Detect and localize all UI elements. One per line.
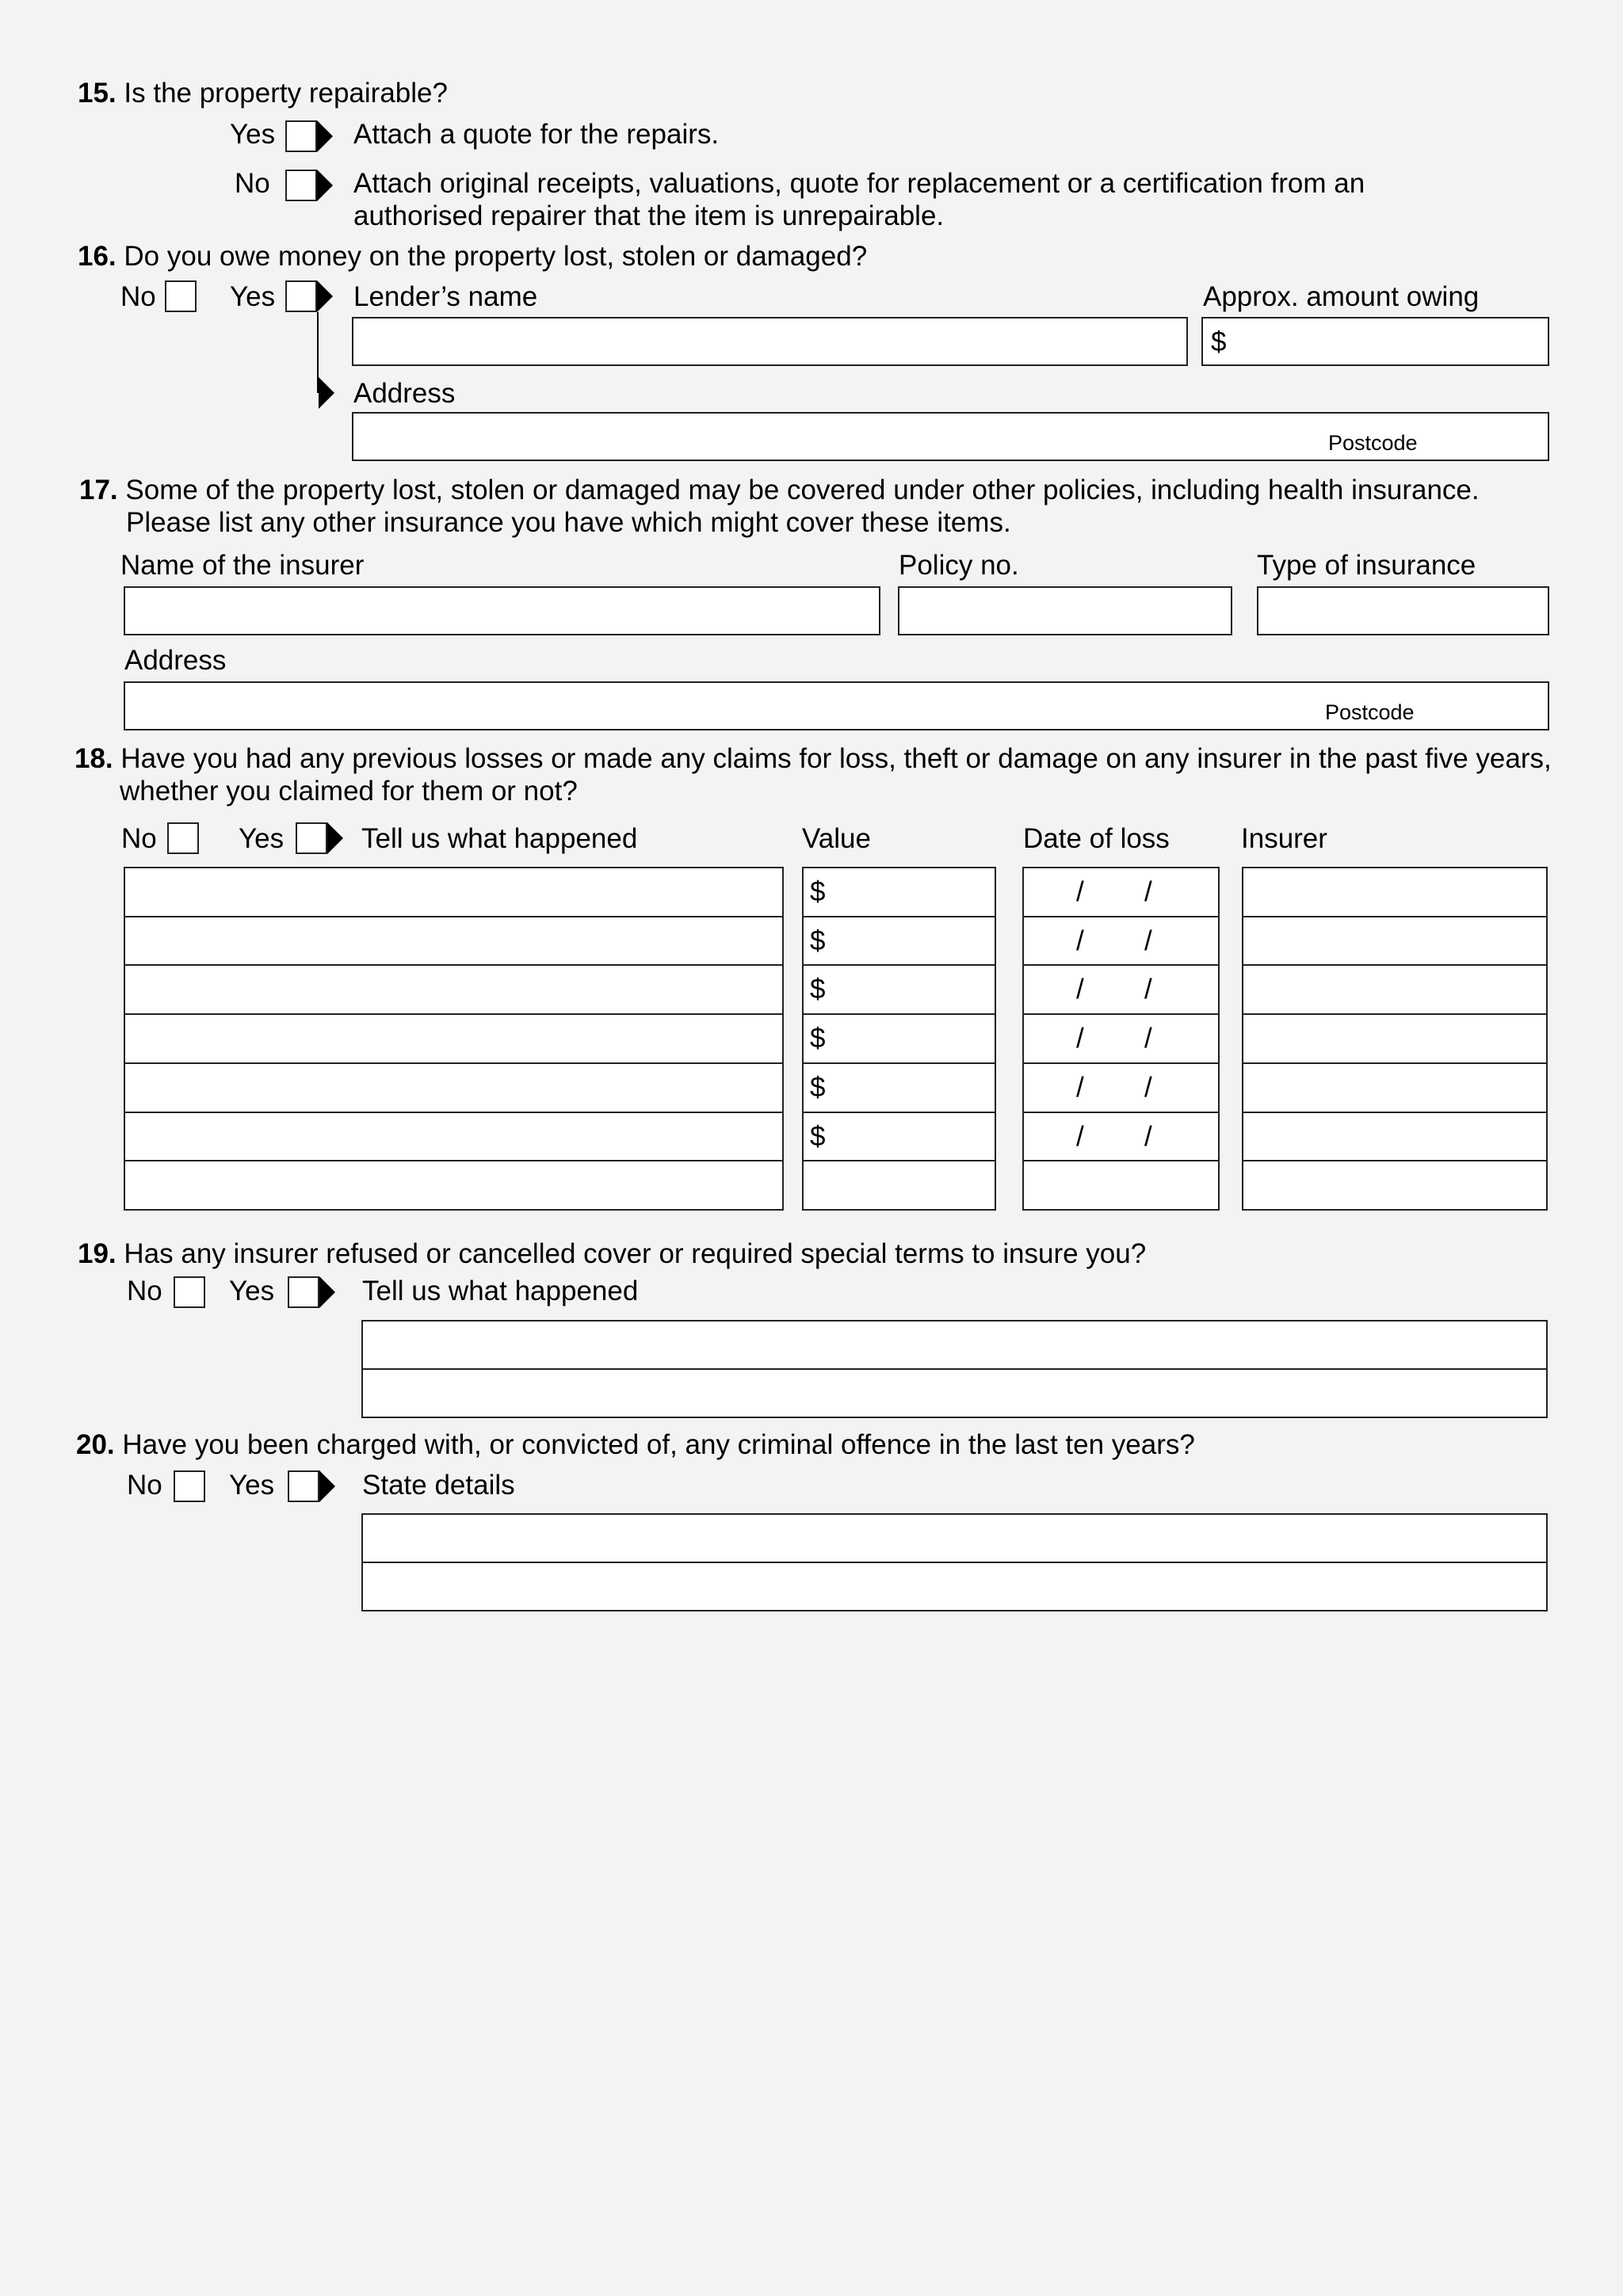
q20-no-checkbox[interactable] [174,1470,205,1502]
q18-date-cell[interactable] [1022,916,1220,966]
q17-type-input[interactable] [1257,586,1549,635]
date-separator: / [1076,1023,1084,1054]
q15-no-checkbox[interactable] [285,170,317,201]
q19-yes-checkbox[interactable] [288,1276,319,1308]
date-separator: / [1076,925,1084,956]
q17-type-label: Type of insurance [1257,550,1476,581]
q18-date-cell[interactable] [1022,1062,1220,1113]
currency-symbol: $ [1211,326,1227,357]
q19-yes-label: Yes [229,1276,275,1306]
q18-description-cell[interactable] [124,1112,784,1161]
q20-number: 20. [76,1429,115,1460]
arrow-right-icon [327,822,343,854]
currency-symbol: $ [810,1072,826,1103]
q18-insurer-label: Insurer [1241,823,1327,854]
q20-question [76,1429,1195,1461]
q18-question-text: Have you had any previous losses or made any claims for loss, theft or damage on any insurer in the past five years, [120,743,1552,774]
q18-insurer-cell[interactable] [1242,1062,1548,1113]
q17-number: 17. [79,475,118,505]
q16-yes-checkbox[interactable] [285,280,317,312]
q18-yes-label: Yes [239,823,285,854]
arrow-right-icon [319,377,334,409]
q18-value-cell[interactable] [802,867,996,917]
q20-yes-label: Yes [229,1470,275,1501]
date-separator: / [1144,1023,1152,1054]
q20-yes-checkbox[interactable] [288,1470,319,1502]
q15-question-text: Is the property repairable? [124,78,448,109]
q18-insurer-cell[interactable] [1242,1013,1548,1064]
q15-yes-checkbox[interactable] [285,120,317,152]
q18-description-cell[interactable] [124,916,784,966]
q18-value-cell[interactable] [802,1062,996,1113]
date-separator: / [1144,1121,1152,1152]
q18-yes-checkbox[interactable] [296,822,327,854]
q15-question [78,78,448,109]
q15-no-text-line2: authorised repairer that the item is unrepairable. [353,200,945,231]
q16-question [78,241,867,273]
q15-no-label: No [235,168,270,199]
q17-postcode-label: Postcode [1325,700,1415,724]
q19-number: 19. [78,1238,116,1269]
q18-date-cell[interactable] [1022,867,1220,917]
q15-yes-label: Yes [230,119,276,150]
q18-date-label: Date of loss [1023,823,1170,854]
q18-value-cell[interactable] [802,964,996,1015]
q19-question [78,1238,1146,1270]
q18-value-label: Value [802,823,871,854]
q18-insurer-cell[interactable] [1242,1160,1548,1211]
q19-question-text: Has any insurer refused or cancelled cover or required special terms to insure you? [124,1238,1147,1269]
currency-symbol: $ [810,876,826,907]
q19-no-checkbox[interactable] [174,1276,205,1308]
q17-policy-input[interactable] [898,586,1232,635]
q18-description-cell[interactable] [124,1160,784,1211]
row-divider [363,1368,1546,1370]
q17-insurer-label: Name of the insurer [120,550,365,581]
q18-insurer-cell[interactable] [1242,964,1548,1015]
q16-lender-input[interactable] [352,317,1188,366]
q18-description-cell[interactable] [124,1062,784,1113]
currency-symbol: $ [810,925,826,956]
arrow-right-icon [317,280,333,312]
q20-question-text: Have you been charged with, or convicted of, any criminal offence in the last ten years? [122,1429,1195,1460]
arrow-right-icon [319,1470,335,1502]
q19-no-label: No [127,1276,162,1306]
q18-date-cell[interactable] [1022,1112,1220,1161]
q15-number: 15. [78,78,116,109]
date-separator: / [1076,876,1084,907]
q19-tell-label: Tell us what happened [362,1276,639,1306]
q16-address-label: Address [353,378,456,409]
q18-no-label: No [121,823,157,854]
q15-yes-text: Attach a quote for the repairs. [353,119,720,150]
q18-no-checkbox[interactable] [167,822,199,854]
q18-date-cell[interactable] [1022,964,1220,1015]
q18-question-line1 [74,743,1552,775]
q17-address-input[interactable] [124,681,1549,730]
q16-amount-label: Approx. amount owing [1203,281,1480,312]
q18-value-cell[interactable] [802,1160,996,1211]
q20-details-label: State details [362,1470,515,1501]
q17-question-line2: Please list any other insurance you have which might cover these items. [126,507,1011,538]
q18-value-cell[interactable] [802,916,996,966]
date-separator: / [1144,974,1152,1005]
date-separator: / [1144,925,1152,956]
q18-date-cell[interactable] [1022,1013,1220,1064]
date-separator: / [1144,876,1152,907]
q17-question-text: Some of the property lost, stolen or damaged may be covered under other policies, including health insurance. [125,475,1480,505]
q17-question-line1 [79,475,1480,506]
date-separator: / [1144,1072,1152,1103]
q16-number: 16. [78,241,116,272]
q16-address-input[interactable] [352,412,1549,461]
q17-policy-label: Policy no. [899,550,1019,581]
q18-date-cell[interactable] [1022,1160,1220,1211]
q18-description-cell[interactable] [124,867,784,917]
q16-amount-input[interactable] [1201,317,1549,366]
q16-no-label: No [120,281,156,312]
currency-symbol: $ [810,1023,826,1054]
q16-no-checkbox[interactable] [165,280,197,312]
q18-question-line2: whether you claimed for them or not? [120,776,578,807]
currency-symbol: $ [810,1121,826,1152]
arrow-right-icon [317,120,333,152]
q17-address-label: Address [124,645,227,676]
q18-insurer-cell[interactable] [1242,1112,1548,1161]
q18-description-cell[interactable] [124,1013,784,1064]
q18-description-cell[interactable] [124,964,784,1015]
q17-insurer-input[interactable] [124,586,880,635]
q16-yes-label: Yes [230,281,276,312]
q16-postcode-label: Postcode [1328,431,1418,455]
q18-number: 18. [74,743,113,774]
q16-question-text: Do you owe money on the property lost, stolen or damaged? [124,241,868,272]
arrow-right-icon [319,1276,335,1308]
date-separator: / [1076,1121,1084,1152]
q19-details-input[interactable] [361,1320,1548,1418]
date-separator: / [1076,974,1084,1005]
row-divider [363,1562,1546,1563]
date-separator: / [1076,1072,1084,1103]
q20-no-label: No [127,1470,162,1501]
q16-lender-label: Lender’s name [353,281,538,312]
q18-insurer-cell[interactable] [1242,916,1548,966]
q15-no-text-line1: Attach original receipts, valuations, quote for replacement or a certification from an [353,168,1365,199]
q18-value-cell[interactable] [802,1112,996,1161]
arrow-right-icon [317,170,333,201]
currency-symbol: $ [810,974,826,1005]
q18-value-cell[interactable] [802,1013,996,1064]
q20-details-input[interactable] [361,1513,1548,1611]
q18-tell-label: Tell us what happened [361,823,638,854]
q18-insurer-cell[interactable] [1242,867,1548,917]
